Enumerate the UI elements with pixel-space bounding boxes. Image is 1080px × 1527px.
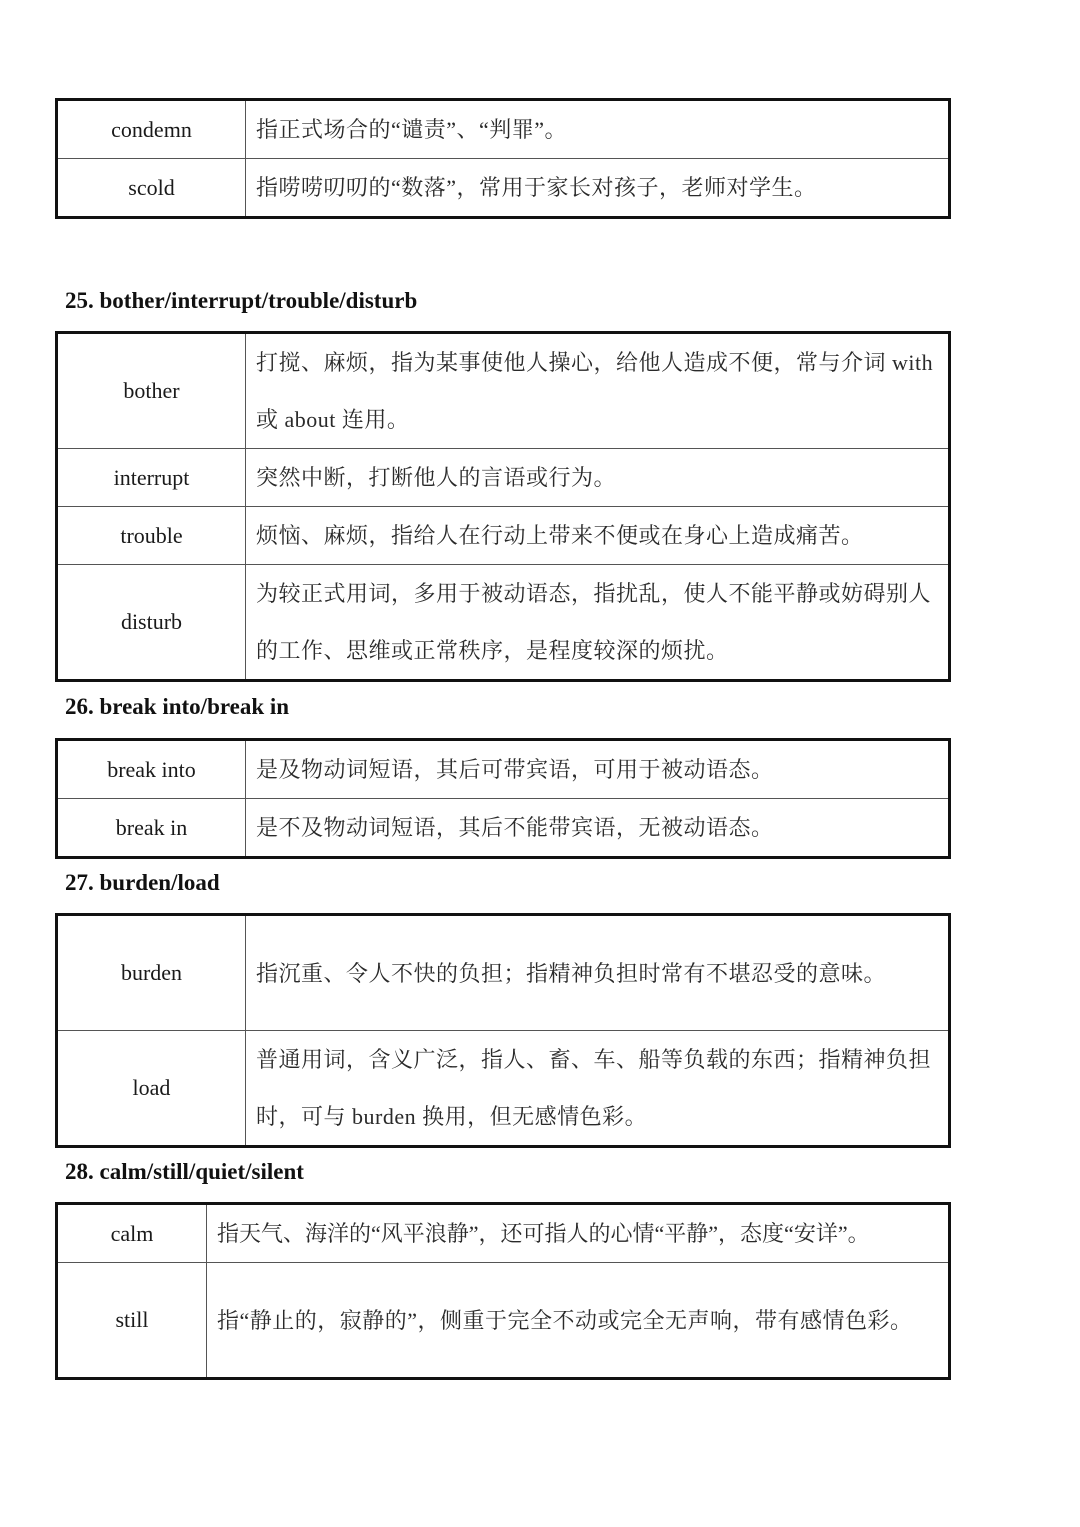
table-row — [57, 100, 950, 159]
term-cell: scold — [57, 159, 246, 218]
table-row — [57, 740, 950, 799]
definition-cell: 指天气、海洋的“风平浪静”，还可指人的心情“平静”，态度“安详”。 — [207, 1204, 950, 1263]
definition-cell: 是不及物动词短语，其后不能带宾语，无被动语态。 — [246, 799, 950, 858]
section-heading-27: 27. burden/load — [65, 870, 220, 895]
table-row — [57, 915, 950, 1031]
term-cell: disturb — [57, 565, 246, 681]
table-row — [57, 449, 950, 507]
definition-cell: 普通用词，含义广泛，指人、畜、车、船等负载的东西；指精神负担时，可与 burden 换用，但无感情色彩。 — [246, 1031, 950, 1147]
term-cell: load — [57, 1031, 246, 1147]
table-row — [57, 507, 950, 565]
definition-cell: 突然中断，打断他人的言语或行为。 — [246, 449, 950, 507]
definition-cell: 指唠唠叨叨的“数落”，常用于家长对孩子，老师对学生。 — [246, 159, 950, 218]
section-heading-28: 28. calm/still/quiet/silent — [65, 1159, 304, 1184]
comparison-table-calm — [55, 1202, 951, 1380]
definition-cell: 指正式场合的“谴责”、“判罪”。 — [246, 100, 950, 159]
term-cell: trouble — [57, 507, 246, 565]
definition-cell: 是及物动词短语，其后可带宾语，可用于被动语态。 — [246, 740, 950, 799]
term-cell: break in — [57, 799, 246, 858]
definition-cell: 指“静止的，寂静的”，侧重于完全不动或完全无声响，带有感情色彩。 — [207, 1263, 950, 1379]
table-row — [57, 333, 950, 449]
table-row — [57, 1031, 950, 1147]
comparison-table-bother — [55, 331, 951, 682]
definition-cell: 烦恼、麻烦，指给人在行动上带来不便或在身心上造成痛苦。 — [246, 507, 950, 565]
table-row — [57, 1204, 950, 1263]
term-cell: break into — [57, 740, 246, 799]
term-cell: still — [57, 1263, 207, 1379]
term-cell: burden — [57, 915, 246, 1031]
table-row — [57, 159, 950, 218]
definition-cell: 指沉重、令人不快的负担；指精神负担时常有不堪忍受的意味。 — [246, 915, 950, 1031]
term-cell: calm — [57, 1204, 207, 1263]
term-cell: bother — [57, 333, 246, 449]
comparison-table-condemn-scold — [55, 98, 951, 219]
section-heading-26: 26. break into/break in — [65, 694, 290, 719]
comparison-table-burden — [55, 913, 951, 1148]
comparison-table-break-into — [55, 738, 951, 859]
term-cell: interrupt — [57, 449, 246, 507]
section-heading-25: 25. bother/interrupt/trouble/disturb — [65, 288, 418, 313]
table-row — [57, 799, 950, 858]
table-row — [57, 1263, 950, 1379]
definition-cell: 为较正式用词，多用于被动语态，指扰乱，使人不能平静或妨碍别人的工作、思维或正常秩序，是程度较深的烦扰。 — [246, 565, 950, 681]
term-cell: condemn — [57, 100, 246, 159]
definition-cell: 打搅、麻烦，指为某事使他人操心，给他人造成不便，常与介词 with 或 about 连用。 — [246, 333, 950, 449]
table-row — [57, 565, 950, 681]
